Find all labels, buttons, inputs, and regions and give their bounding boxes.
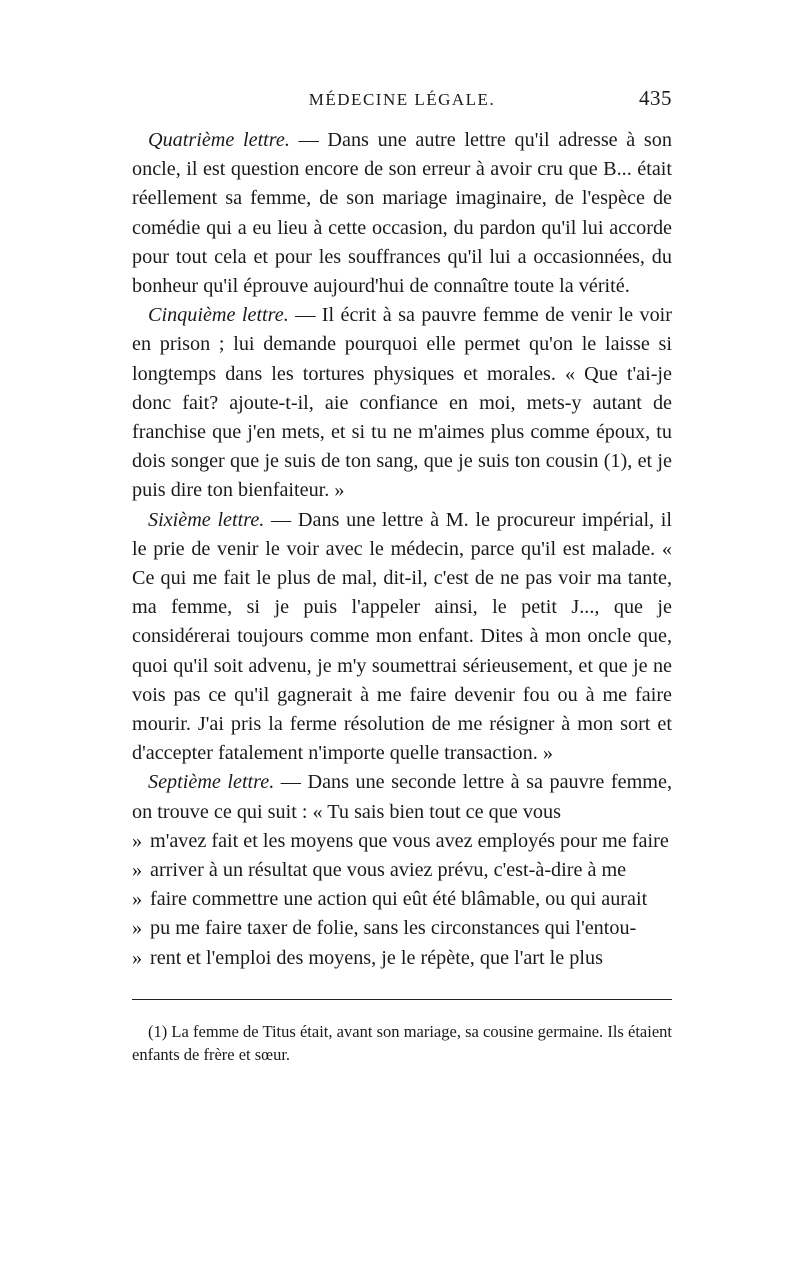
page-number: 435 [639, 86, 672, 110]
quoted-line [132, 827, 672, 856]
running-header [132, 86, 672, 116]
paragraph-lead: Sixième lettre. [148, 508, 265, 531]
paragraph-text: — Il écrit à sa pauvre femme de venir le voir en prison ; lui demande pourquoi elle permet qu'on le laisse si longtemps dans les tortures physiques et morales. « Que t'ai-je donc fait? ajoute-t-il, aie confiance en moi, mets-y autant de franchise que j'en mets, et si tu ne m'aimes plus comme époux, tu dois songer que je suis de ton sang, que je suis ton cousin (1), et je puis dire ton bienfaiteur. » [132, 304, 672, 502]
quoted-text: m'avez fait et les moyens que vous avez employés pour me faire [150, 829, 669, 852]
paragraph-quatrieme-lettre [132, 126, 672, 301]
quote-mark: » [132, 888, 143, 911]
quoted-text: faire commettre une action qui eût été blâmable, ou qui aurait [150, 888, 648, 911]
quote-mark: » [132, 859, 143, 882]
quoted-line [132, 856, 672, 885]
quoted-text: arriver à un résultat que vous aviez prévu, c'est-à-dire à me [150, 859, 627, 882]
quoted-text: rent et l'emploi des moyens, je le répète, que l'art le plus [150, 946, 603, 969]
quote-mark: » [132, 829, 143, 852]
paragraph-lead: Septième lettre. [148, 771, 275, 794]
quote-mark: » [132, 917, 143, 940]
quoted-line [132, 885, 672, 914]
paragraph-septieme-lettre [132, 768, 672, 826]
body-text [132, 126, 672, 973]
quoted-line [132, 944, 672, 973]
quoted-line [132, 914, 672, 943]
paragraph-sixieme-lettre [132, 506, 672, 769]
quote-mark: » [132, 946, 143, 969]
paragraph-cinquieme-lettre [132, 301, 672, 505]
paragraph-text: — Dans une autre lettre qu'il adresse à son oncle, il est question encore de son erreur à avoir cru que B... était réellement sa femme, de son mariage imaginaire, de l'espèce de comédie qui a eu lieu à cette occasion, du pardon qu'il lui accorde pour tout cela et pour les souffrances qu'il lui a occasionnées, du bonheur qu'il éprouve aujourd'hui de connaître toute la vérité. [132, 129, 672, 298]
paragraph-text: — Dans une lettre à M. le procureur impérial, il le prie de venir le voir avec le médecin, parce qu'il est malade. « Ce qui me fait le plus de mal, dit-il, c'est de ne pas voir ma tante, ma femme, si je puis l'appeler ainsi, le petit J..., que je considérerai toujours comme mon enfant. Dites à mon oncle que, quoi qu'il soit advenu, je m'y soumettrai sérieusement, et que je ne vois pas ce qu'il gagnerait à me faire devenir fou ou à me faire mourir. J'ai pris la ferme résolution de me résigner à mon sort et d'accepter fatalement n'importe quelle transaction. » [132, 508, 673, 765]
quoted-text: pu me faire taxer de folie, sans les circonstances qui l'entou- [150, 917, 637, 940]
paragraph-lead: Quatrième lettre. [148, 129, 290, 151]
paragraph-lead: Cinquième lettre. [148, 304, 289, 327]
footnote: (1) La femme de Titus était, avant son mariage, sa cousine germaine. Ils étaient enfants de frère et sœur. [132, 1021, 672, 1064]
book-page [132, 86, 672, 1082]
paragraph-text: — Dans une seconde lettre à sa pauvre femme, on trouve ce qui suit : « Tu sais bien tout ce que vous [132, 771, 673, 823]
running-title: MÉDECINE LÉGALE. [308, 90, 496, 109]
footnote-divider [132, 999, 672, 1000]
